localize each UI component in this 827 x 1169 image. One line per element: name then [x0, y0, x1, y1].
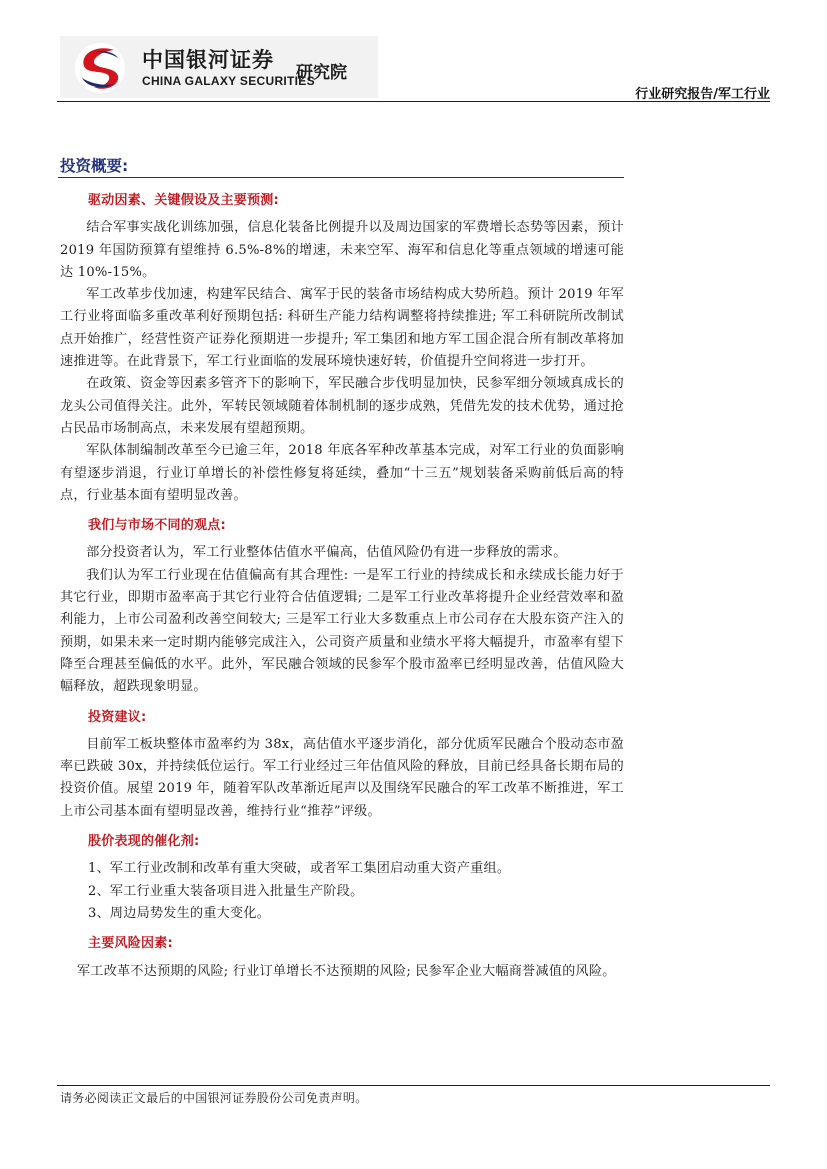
list-item: 2、军工行业重大装备项目进入批量生产阶段。 [88, 883, 364, 899]
heading-catalysts: 股价表现的催化剂: [88, 834, 200, 850]
report-category: 行业研究报告/军工行业 [635, 87, 770, 102]
list-item: 3、周边局势发生的重大变化。 [88, 905, 271, 921]
list-item: 1、军工行业改制和改革有重大突破，或者军工集团启动重大资产重组。 [88, 861, 511, 877]
section-divider [58, 177, 624, 178]
report-body [60, 190, 624, 983]
logo [60, 36, 378, 98]
paragraph: 我们认为军工行业现在估值偏高有其合理性: 一是军工行业的持续成长和永续成长能力好于其它行业，即期市盈率高于其它行业符合估值逻辑; 二是军工行业改革将提升企业经营效率和盈利能力，上市公司盈利改善空间较大; 三是军工行业大多数重点上市公司存在大股东资产注入的预期，如果未来一定时期内能够完成注入，公司资产质量和业绩水平将大幅提升，市盈率有望下降至合理甚至偏低的水平。此外，军民融合领域的民参军个股市盈率已经明显改善，估值风险大幅释放，超跌现象明显。 [60, 567, 624, 695]
galaxy-logo-icon [74, 42, 126, 94]
paragraph: 军工改革步伐加速，构建军民结合、寓军于民的装备市场结构成大势所趋。预计 2019 年军工行业将面临多重改革利好预期包括: 科研生产能力结构调整将持续推进; 军工科研院所改制试点开始推广，经营性资产证券化预期进一步提升; 军工集团和地方军工国企混合所有制改革将加速推进等。在此背景下，军工行业面临的发展环境快速好转，价值提升空间将进一步打开。 [60, 287, 624, 370]
paragraph: 军队体制编制改革至今已逾三年，2018 年底各军种改革基本完成，对军工行业的负面影响有望逐步消退，行业订单增长的补偿性修复将延续，叠加“十三五”规划装备采购前低后高的特点，行业基本面有望明显改善。 [60, 443, 624, 503]
heading-investment-advice: 投资建议: [88, 709, 147, 725]
header-divider [57, 101, 770, 102]
paragraph: 部分投资者认为，军工行业整体估值水平偏高，估值风险仍有进一步释放的需求。 [86, 545, 567, 561]
heading-drivers: 驱动因素、关键假设及主要预测: [88, 193, 279, 208]
footer-divider [57, 1085, 770, 1086]
heading-different-views: 我们与市场不同的观点: [88, 518, 226, 534]
paragraph: 结合军事实战化训练加强，信息化装备比例提升以及周边国家的军费增长态势等因素，预计 2019 年国防预算有望维持 6.5%-8%的增速，未来空军、海军和信息化等重点领域的增速可能达 10%-15%。 [60, 220, 624, 280]
footer-disclaimer: 请务必阅读正文最后的中国银河证券股份公司免责声明。 [60, 1091, 368, 1105]
logo-institute: 研究院 [296, 63, 347, 83]
logo-chinese-name: 中国银河证券 [142, 48, 274, 72]
heading-risks: 主要风险因素: [88, 936, 173, 952]
logo-english-name: CHINA GALAXY SECURITIES [142, 74, 315, 88]
paragraph: 在政策、资金等因素多管齐下的影响下，军民融合步伐明显加快，民参军细分领域真成长的龙头公司值得关注。此外，军转民领域随着体制机制的逐步成熟，凭借先发的技术优势，通过抢占民品市场制高点，未来发展有望超预期。 [60, 376, 624, 436]
paragraph: 目前军工板块整体市盈率约为 38x，高估值水平逐步消化，部分优质军民融合个股动态市盈率已跌破 30x，并持续低位运行。军工行业经过三年估值风险的释放，目前已经具备长期布局的投资价值。展望 2019 年，随着军队改革渐近尾声以及围绕军民融合的军工改革不断推进，军工上市公司基本面有望明显改善，维持行业“推荐”评级。 [60, 736, 624, 819]
paragraph: 军工改革不达预期的风险; 行业订单增长不达预期的风险; 民参军企业大幅商誉减值的风险。 [77, 963, 616, 979]
section-title: 投资概要: [60, 157, 129, 175]
